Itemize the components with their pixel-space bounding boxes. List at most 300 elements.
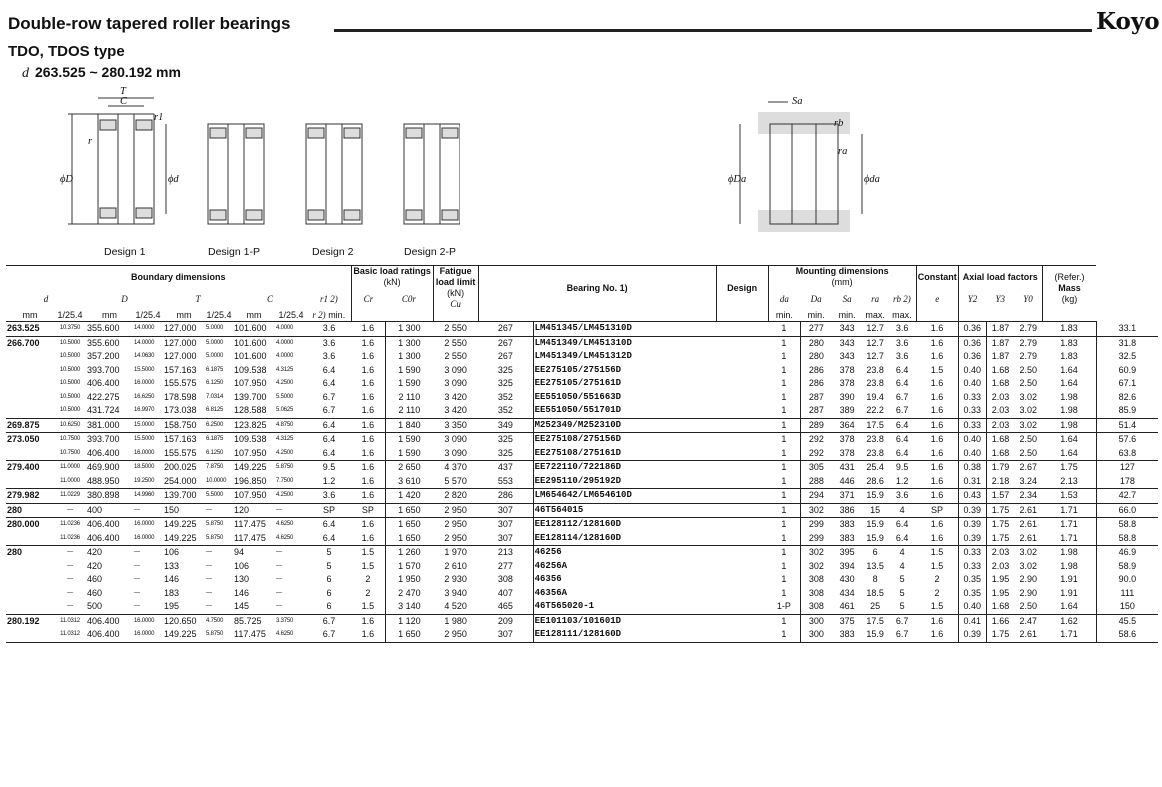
table-cell	[916, 433, 958, 461]
table-cell	[205, 614, 233, 642]
cell-value: 1.91	[1060, 587, 1078, 598]
table-cell	[533, 418, 768, 433]
table-cell	[433, 546, 478, 615]
table-cell	[133, 518, 163, 546]
cell-value: 16.0000	[134, 631, 155, 637]
cell-value: 1-P	[776, 601, 791, 611]
d-inch: —	[67, 576, 73, 582]
cell-value: 1.98	[1060, 547, 1078, 557]
cell-value: 352	[497, 391, 513, 402]
cell-value: 149.225	[164, 532, 197, 543]
d-inch-cell	[54, 433, 86, 461]
table-cell	[768, 546, 800, 615]
cell-value: 1.6	[361, 532, 375, 543]
table-cell	[233, 418, 275, 433]
table-cell	[533, 433, 768, 461]
cell-value: 2	[365, 574, 371, 584]
cell-value: 66.0	[1118, 504, 1137, 515]
table-cell	[986, 461, 1014, 489]
table-cell	[233, 518, 275, 546]
table-row-group	[6, 518, 1158, 546]
cell-value: 286	[808, 364, 824, 375]
cell-value: 23.8	[866, 378, 884, 388]
table-cell	[233, 614, 275, 642]
cell-value: —	[134, 562, 140, 569]
table-cell	[86, 489, 133, 504]
cell-value: 1.6	[930, 615, 944, 626]
cell-value: 2.90	[1019, 574, 1037, 584]
table-cell	[478, 418, 533, 433]
table-cell	[986, 518, 1014, 546]
cell-value: 15.9	[866, 629, 884, 639]
table-cell	[478, 518, 533, 546]
cell-value: 157.163	[164, 434, 197, 444]
table-cell	[832, 322, 862, 337]
cell-value: 2.03	[991, 391, 1010, 402]
cell-value: 286	[808, 378, 824, 388]
table-cell	[133, 336, 163, 418]
table-cell	[888, 489, 916, 504]
cell-value: 42.7	[1118, 490, 1137, 500]
cell-value: 1.68	[991, 434, 1010, 444]
table-cell	[307, 518, 351, 546]
table-cell	[832, 503, 862, 518]
cell-value: 302	[808, 547, 824, 557]
cell-value: 12.7	[866, 337, 884, 348]
d-inch: 11.0000	[60, 477, 80, 484]
cell-value: 12.7	[866, 323, 884, 333]
table-cell	[1096, 546, 1158, 615]
cell-value: 46.9	[1118, 547, 1137, 557]
cell-value: 1.6	[361, 475, 375, 486]
header-refer: (Refer.)	[1054, 271, 1085, 282]
cell-value: 1.79	[991, 462, 1010, 472]
cell-value: 16.0000	[134, 617, 155, 624]
cell-value: 15	[870, 504, 881, 515]
table-cell	[307, 322, 351, 337]
cell-value: 4.3125	[276, 436, 294, 442]
cell-value: 127.000	[164, 323, 197, 333]
d-inch-cell	[54, 614, 86, 642]
cell-value: 349	[497, 419, 513, 430]
cell-value: 2.90	[1019, 587, 1037, 598]
cell-value: 0.39	[963, 504, 981, 515]
table-cell	[832, 518, 862, 546]
cell-value: 3.6	[322, 490, 336, 500]
cell-value: 2	[365, 587, 371, 598]
bearing-number: EE551050/551663D	[534, 391, 622, 402]
table-cell	[233, 503, 275, 518]
cell-value: 378	[839, 364, 855, 375]
header-mass-label: Mass	[1058, 282, 1081, 293]
unit-D-inch: 1/25.4	[133, 310, 163, 322]
cell-value: 2.50	[1019, 447, 1037, 458]
header-C0r: C0r	[385, 288, 433, 310]
cell-value: 1	[781, 490, 787, 500]
cell-value: SP	[323, 504, 336, 515]
cell-value: 155.575	[164, 447, 197, 458]
cell-value: 1.6	[361, 378, 375, 388]
cell-value: 9.5	[322, 462, 336, 472]
cell-value: 1.83	[1060, 351, 1078, 361]
table-cell	[1042, 336, 1096, 418]
table-cell	[986, 418, 1014, 433]
cell-value: 1.6	[361, 351, 375, 361]
cell-value: 2 650	[398, 462, 421, 472]
cell-value: 1.64	[1060, 364, 1078, 375]
table-cell	[1014, 614, 1042, 642]
table-cell	[958, 518, 986, 546]
cell-value: 2 950	[444, 504, 467, 515]
cell-value: 2 950	[444, 629, 467, 639]
table-cell	[205, 336, 233, 418]
table-cell	[433, 418, 478, 433]
cell-value: 90.0	[1118, 574, 1137, 584]
cell-value: 5.8750	[276, 464, 294, 470]
table-cell	[86, 336, 133, 418]
header-rb-col: rb 2)	[888, 288, 916, 310]
table-cell	[800, 418, 832, 433]
table-cell	[888, 461, 916, 489]
cell-value: 287	[808, 391, 824, 402]
cell-value: 406.400	[87, 615, 120, 626]
cell-value: 1.5	[361, 601, 375, 611]
cell-value: 267	[497, 337, 513, 348]
table-cell	[478, 336, 533, 418]
cell-value: 2.50	[1019, 434, 1037, 444]
table-cell	[133, 322, 163, 337]
cell-value: 488.950	[87, 475, 120, 486]
cell-value: 128.588	[234, 405, 267, 415]
cell-value: 18.5	[866, 587, 884, 598]
cell-value: 6.1875	[206, 366, 224, 373]
bearing-number: 46T564015	[534, 504, 584, 515]
d-inch: 10.5000	[59, 393, 81, 400]
subtitle: TDO, TDOS type	[8, 43, 125, 60]
cell-value: 1.98	[1060, 419, 1078, 430]
cell-value: 1.75	[991, 629, 1010, 639]
table-cell	[1042, 614, 1096, 642]
unit-C-inch: 1/25.4	[275, 310, 307, 322]
table-cell	[86, 614, 133, 642]
table-cell	[533, 322, 768, 337]
cell-value: 6.7	[322, 629, 336, 639]
table-cell	[958, 489, 986, 504]
cell-value: 343	[839, 337, 855, 348]
cell-value: 299	[808, 532, 824, 543]
cell-value: 1	[781, 434, 787, 444]
unit-T-inch: 1/25.4	[206, 310, 232, 320]
cell-value: 107.950	[234, 490, 267, 500]
cell-value: 17.5	[866, 419, 884, 430]
cell-value: 82.6	[1118, 391, 1137, 402]
caption-design-2-p: Design 2-P	[404, 246, 456, 258]
cell-value: 6.7	[322, 405, 336, 415]
table-cell	[800, 503, 832, 518]
cell-value: 33.1	[1118, 322, 1137, 333]
table-cell	[862, 418, 888, 433]
header-r: r 2)	[312, 310, 326, 320]
cell-value: 420	[87, 547, 103, 557]
cell-value: 5.0625	[276, 407, 294, 413]
table-cell	[800, 546, 832, 615]
table-cell	[86, 418, 133, 433]
cell-value: 6.4	[895, 532, 909, 543]
d-symbol: d	[22, 66, 29, 81]
cell-value: 1.83	[1060, 337, 1078, 348]
cell-value: 4	[899, 504, 905, 515]
cell-value: 1.6	[361, 462, 375, 472]
table-cell	[1096, 503, 1158, 518]
table-cell	[351, 489, 385, 504]
d-cell	[6, 546, 54, 615]
cell-value: 2.61	[1019, 519, 1037, 529]
cell-value: 460	[87, 587, 103, 598]
cell-value: 1.6	[930, 490, 944, 500]
cell-value: 2.79	[1019, 337, 1037, 348]
bearing-number: EE128111/128160D	[534, 629, 622, 639]
cell-value: 390	[839, 391, 855, 402]
cell-value: 3 350	[444, 419, 467, 430]
header-mass	[1042, 266, 1096, 311]
cell-value: 1.6	[930, 519, 944, 529]
cell-value: 1 590	[398, 364, 421, 375]
cell-value: 200.025	[164, 462, 197, 472]
cell-value: 4.2500	[276, 380, 294, 386]
cell-value: 1.75	[991, 504, 1010, 515]
cell-value: 1.6	[930, 532, 944, 543]
cell-value: 1.6	[361, 615, 375, 626]
cell-value: 6.7	[895, 629, 909, 639]
d-inch: 10.5000	[59, 407, 81, 413]
cell-value: 120.650	[164, 615, 197, 626]
cell-value: 45.5	[1118, 615, 1137, 626]
cell-value: 0.36	[963, 337, 981, 348]
table-cell	[205, 322, 233, 337]
table-cell	[385, 503, 433, 518]
table-cell	[862, 336, 888, 418]
cell-value: 0.40	[963, 601, 981, 611]
table-cell	[275, 518, 307, 546]
cell-value: 307	[497, 519, 513, 529]
cell-value: 6.7	[895, 405, 909, 415]
table-cell	[533, 489, 768, 504]
cell-value: 1.71	[1060, 629, 1078, 639]
table-cell	[958, 614, 986, 642]
cell-value: 2.79	[1019, 323, 1037, 333]
table-row-group	[6, 322, 1158, 337]
table-cell	[800, 461, 832, 489]
cell-value: 6.4	[322, 434, 336, 444]
d-mm: 280.000	[7, 519, 40, 529]
header-da: da	[779, 293, 789, 304]
cell-value: 308	[808, 587, 824, 598]
cell-value: 302	[808, 560, 824, 571]
cell-value: 1.6	[930, 351, 944, 361]
cell-value: —	[206, 576, 212, 582]
table-cell	[862, 433, 888, 461]
unit-ra-max: max.	[862, 310, 888, 322]
table-cell	[888, 433, 916, 461]
table-cell	[133, 433, 163, 461]
cell-value: 120	[234, 504, 250, 515]
table-cell	[275, 503, 307, 518]
cell-value: 0.39	[963, 629, 981, 639]
table-cell	[958, 433, 986, 461]
header-basic-load-title: Basic load ratings	[353, 266, 431, 276]
table-cell	[275, 322, 307, 337]
cell-value: 6.7	[895, 615, 909, 626]
cell-value: 2.13	[1060, 475, 1078, 486]
header-constant: Constant	[916, 266, 958, 289]
cell-value: 18.5000	[134, 464, 155, 470]
cell-value: 1.6	[930, 419, 944, 430]
cell-value: 1	[781, 547, 787, 557]
bearing-number: M252349/M252310D	[534, 419, 622, 430]
cell-value: 6.7	[322, 391, 336, 402]
header-Y3: Y3	[995, 293, 1005, 304]
table-cell	[233, 546, 275, 615]
cell-value: 407	[497, 587, 513, 598]
header-Da-col: Da	[810, 293, 822, 304]
cell-value: 400	[87, 504, 103, 515]
table-cell	[986, 433, 1014, 461]
cell-value: 19.2500	[134, 477, 155, 484]
cell-value: 383	[839, 519, 855, 529]
cell-value: 1.68	[991, 447, 1010, 458]
d-inch-cell	[54, 461, 86, 489]
cell-value: 0.33	[963, 419, 981, 430]
cell-value: 0.43	[963, 490, 981, 500]
table-cell	[275, 461, 307, 489]
bearing-number: EE722110/722186D	[534, 462, 622, 472]
table-row-group	[6, 614, 1158, 642]
table-cell	[916, 489, 958, 504]
bearing-number: EE101103/101601D	[534, 615, 622, 626]
cell-value: 1.6	[930, 391, 944, 402]
cell-value: 386	[839, 504, 855, 515]
cell-value: 146	[164, 574, 180, 584]
cell-value: 406.400	[87, 447, 120, 458]
cell-value: 1 970	[444, 547, 467, 557]
cell-value: 0.41	[963, 615, 981, 626]
cell-value: 352	[497, 405, 513, 415]
unit-Da-min: min.	[800, 310, 832, 322]
cell-value: 288	[808, 475, 824, 486]
cell-value: 1.87	[991, 323, 1010, 333]
cell-value: 355.600	[87, 337, 120, 348]
cell-value: 1.6	[361, 629, 375, 639]
bearing-number: EE551050/551701D	[534, 405, 622, 415]
cell-value: 0.40	[963, 364, 981, 375]
cell-value: 364	[839, 419, 855, 430]
table-cell	[478, 433, 533, 461]
d-mm: 266.700	[7, 337, 40, 348]
header-fatigue: Fatigue load limit	[433, 266, 478, 289]
table-cell	[233, 336, 275, 418]
cell-value: —	[276, 506, 282, 513]
cell-value: 325	[497, 447, 513, 458]
table-cell	[307, 336, 351, 418]
cell-value: 101.600	[234, 323, 267, 333]
bearing-number: EE275108/275161D	[534, 447, 622, 458]
cell-value: 4.3125	[276, 366, 294, 373]
table-cell	[1096, 418, 1158, 433]
cell-value: 5	[326, 547, 332, 557]
cell-value: 107.950	[234, 378, 267, 388]
table-cell	[958, 418, 986, 433]
cell-value: 383	[839, 532, 855, 543]
label-ra: ra	[838, 146, 848, 157]
cell-value: 111	[1120, 587, 1135, 598]
table-cell	[1096, 461, 1158, 489]
table-cell	[986, 322, 1014, 337]
cell-value: 1.95	[991, 574, 1010, 584]
cell-value: 325	[497, 378, 513, 388]
table-cell	[888, 503, 916, 518]
cell-value: —	[134, 589, 140, 596]
table-cell	[533, 461, 768, 489]
label-phi-D: ϕD	[60, 174, 74, 185]
cell-value: 3 420	[444, 391, 467, 402]
cell-value: 422.275	[87, 391, 120, 402]
cell-value: 127.000	[164, 351, 197, 361]
table-cell	[958, 336, 986, 418]
table-cell	[133, 489, 163, 504]
cell-value: 2.79	[1019, 351, 1037, 361]
bearing-number: EE128112/128160D	[534, 519, 622, 529]
cell-value: 300	[808, 615, 824, 626]
d-inch: —	[67, 603, 73, 609]
d-cell	[6, 336, 54, 418]
cell-value: 1	[781, 560, 787, 571]
d-inch: 11.0229	[60, 492, 80, 498]
label-rb: rb	[834, 118, 844, 129]
table-cell	[163, 546, 205, 615]
table-cell	[133, 546, 163, 615]
cell-value: 431	[839, 462, 855, 472]
cell-value: 195	[164, 601, 180, 611]
table-cell	[433, 518, 478, 546]
cell-value: 0.40	[963, 447, 981, 458]
cell-value: 3 090	[444, 447, 467, 458]
cell-value: 3.02	[1019, 419, 1037, 430]
table-row-group	[6, 336, 1158, 418]
cell-value: 58.6	[1118, 629, 1137, 639]
cell-value: 3 090	[444, 378, 467, 388]
cell-value: 6.4	[322, 447, 336, 458]
table-cell	[275, 418, 307, 433]
cell-value: 1 300	[398, 323, 421, 333]
cell-value: 7.7500	[276, 477, 294, 484]
cell-value: 117.475	[234, 519, 266, 529]
table-cell	[832, 336, 862, 418]
cell-value: 2.34	[1019, 490, 1037, 500]
cell-value: 10.0000	[206, 477, 227, 484]
cell-value: 5	[899, 601, 905, 611]
header-ra-col: ra	[871, 293, 880, 304]
cell-value: 3 610	[398, 475, 421, 486]
cell-value: 15.9	[866, 519, 884, 529]
cell-value: 0.33	[963, 547, 981, 557]
cell-value: 1 570	[398, 560, 421, 571]
cell-value: 1.6	[361, 364, 375, 375]
table-cell	[433, 433, 478, 461]
d-inch: —	[67, 506, 73, 513]
cell-value: 1.6	[930, 337, 944, 348]
table-cell	[768, 418, 800, 433]
cell-value: 157.163	[164, 364, 197, 375]
